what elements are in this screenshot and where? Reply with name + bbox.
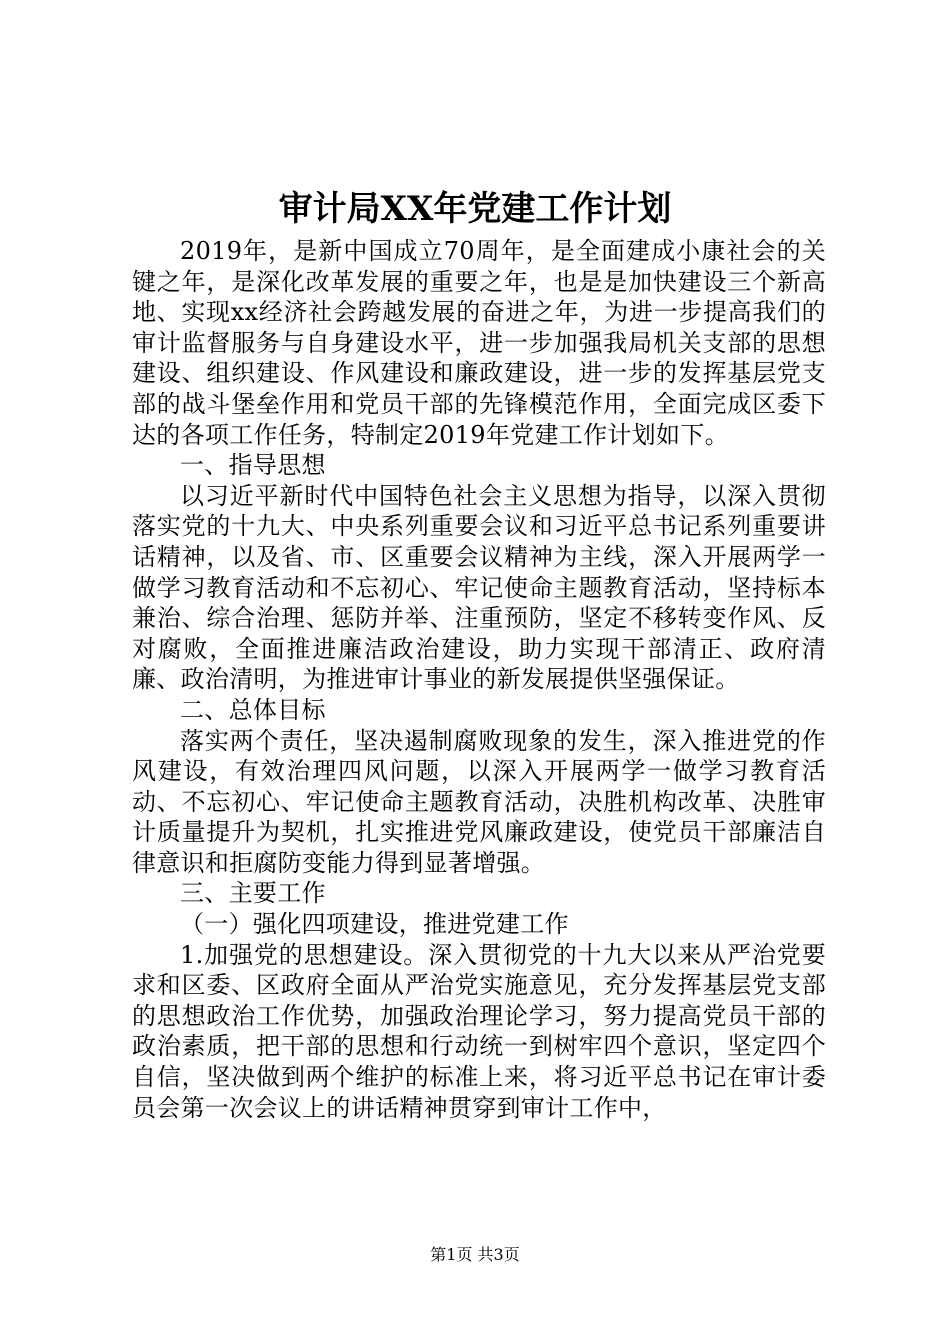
section-heading-main-work: 三、主要工作	[180, 879, 326, 908]
page-number-footer: 第1页 共3页	[430, 1245, 520, 1264]
page-title: 审计局XX年党建工作计划	[278, 189, 672, 229]
paragraph-guiding-ideology: 以习近平新时代中国特色社会主义思想为指导，以深入贯彻落实党的十九大、中央系列重要会议和习近平总书记系列重要讲话精神，以及省、市、区重要会议精神为主线，深入开展两学一做学习教育活动和不忘初心、牢记使命主题教育活动，坚持标本兼治、综合治理、惩防并举、注重预防，坚定不移转变作风、反对腐败，全面推进廉洁政治建设，助力实现干部清正、政府清廉、政治清明，为推进审计事业的新发展提供坚强保证。	[132, 481, 826, 694]
subsection-heading-four-constructions: （一）强化四项建设，推进党建工作	[180, 910, 569, 939]
document-body	[132, 236, 826, 1123]
section-heading-guiding-ideology: 一、指导思想	[180, 451, 326, 480]
paragraph-ideological-construction: 1.加强党的思想建设。深入贯彻党的十九大以来从严治党要求和区委、区政府全面从严治党实施意见，充分发挥基层党支部的思想政治工作优势，加强政治理论学习，努力提高党员干部的政治素质，把干部的思想和行动统一到树牢四个意识，坚定四个自信，坚决做到两个维护的标准上来，将习近平总书记在审计委员会第一次会议上的讲话精神贯穿到审计工作中，	[132, 940, 826, 1122]
paragraph-intro: 2019年，是新中国成立70周年，是全面建成小康社会的关键之年，是深化改革发展的重要之年，也是是加快建设三个新高地、实现xx经济社会跨越发展的奋进之年，为进一步提高我们的审计监督服务与自身建设水平，进一步加强我局机关支部的思想建设、组织建设、作风建设和廉政建设，进一步的发挥基层党支部的战斗堡垒作用和党员干部的先锋模范作用，全面完成区委下达的各项工作任务，特制定2019年党建工作计划如下。	[132, 237, 826, 449]
section-heading-overall-goals: 二、总体目标	[180, 695, 326, 724]
paragraph-overall-goals: 落实两个责任，坚决遏制腐败现象的发生，深入推进党的作风建设，有效治理四风问题，以深入开展两学一做学习教育活动、不忘初心、牢记使命主题教育活动，决胜机构改革、决胜审计质量提升为契机，扎实推进党风廉政建设，使党员干部廉洁自律意识和拒腐防变能力得到显著增强。	[132, 726, 826, 877]
